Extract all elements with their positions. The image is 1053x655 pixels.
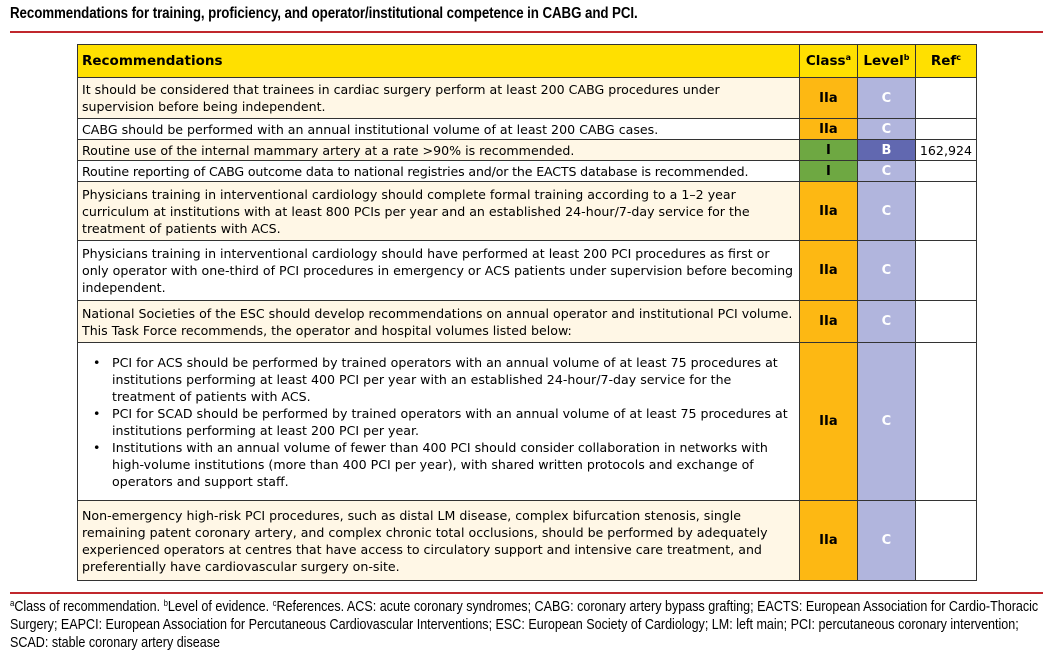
class-cell: IIa	[799, 241, 857, 301]
bullet-icon: •	[93, 439, 101, 455]
bullet-text: PCI for ACS should be performed by trained operators with an annual volume of at least 75 procedures at institutions performing at least 400 PCI per year with an established 24-hour/7-day service for the treatment of patients with ACS.	[112, 354, 778, 404]
level-cell: C	[857, 119, 915, 140]
level-cell: C	[857, 241, 915, 301]
bullet-list	[82, 354, 795, 490]
ref-cell	[915, 241, 976, 301]
class-cell: I	[799, 140, 857, 161]
bullet-icon: •	[93, 405, 101, 421]
class-cell: IIa	[799, 343, 857, 501]
recommendation-text: Non-emergency high-risk PCI procedures, such as distal LM disease, complex bifurcation stenosis, single remaining patent coronary artery, and complex chronic total occlusions, should be performed by adequately experienced operators at centres that have access to circulatory support and intensive care treatment, and preferentially have cardiovascular surgery on-site.	[78, 501, 800, 581]
footnote-b: Level of evidence.	[167, 599, 273, 615]
ref-cell	[915, 119, 976, 140]
table-title: Recommendations for training, proficiency, and operator/institutional competence in CABG and PCI.	[10, 5, 638, 22]
header-level-sup: b	[903, 52, 910, 62]
recommendation-text: Physicians training in interventional cardiology should complete formal training according to a 1–2 year curriculum at institutions with at least 800 PCIs per year and an established 24-hour/7-day service for the treatment of patients with ACS.	[78, 182, 800, 241]
level-cell: C	[857, 301, 915, 343]
table-row	[78, 119, 977, 140]
footnote	[10, 598, 1039, 652]
header-class	[799, 45, 857, 78]
table-header-row	[78, 45, 977, 78]
ref-cell	[915, 501, 976, 581]
bullet-item	[82, 354, 795, 405]
table-row	[78, 501, 977, 581]
table-row	[78, 301, 977, 343]
table-row	[78, 241, 977, 301]
title-rule-divider	[10, 31, 1043, 33]
table-row	[78, 140, 977, 161]
bullet-text: PCI for SCAD should be performed by trained operators with an annual volume of at least 75 procedures at institutions performing at least 200 PCI per year.	[112, 405, 788, 438]
ref-cell	[915, 78, 976, 119]
header-class-label: Class	[805, 52, 846, 69]
ref-cell	[915, 301, 976, 343]
footnote-text	[10, 598, 1042, 652]
footnote-b-sup: b	[163, 598, 168, 608]
recommendation-text: CABG should be performed with an annual institutional volume of at least 200 CABG cases.	[78, 119, 800, 140]
table-row	[78, 161, 977, 182]
table-row	[78, 182, 977, 241]
class-cell: IIa	[799, 182, 857, 241]
ref-cell	[915, 161, 976, 182]
level-cell: C	[857, 501, 915, 581]
bullet-item	[82, 439, 795, 490]
header-level-label: Level	[863, 52, 904, 69]
recommendation-text: Routine reporting of CABG outcome data to national registries and/or the EACTS database is recommended.	[78, 161, 800, 182]
level-cell: C	[857, 161, 915, 182]
footnote-a-sup: a	[10, 598, 15, 608]
ref-cell	[915, 182, 976, 241]
footnote-rule-divider	[10, 592, 1043, 594]
level-cell: C	[857, 343, 915, 501]
bullet-text: Institutions with an annual volume of fewer than 400 PCI should consider collaboration in networks with high-volume institutions (more than 400 PCI per year), with shared written protocols and exchange of operators and support staff.	[112, 439, 768, 489]
level-cell: B	[857, 140, 915, 161]
class-cell: IIa	[799, 301, 857, 343]
recommendation-text: Physicians training in interventional cardiology should have performed at least 200 PCI procedures as first or only operator with one-third of PCI procedures in emergency or ACS patients under supervision before becoming independent.	[78, 241, 800, 301]
bullet-icon: •	[93, 354, 101, 370]
level-cell: C	[857, 78, 915, 119]
header-recommendations: Recommendations	[78, 45, 800, 78]
header-level	[857, 45, 915, 78]
recommendation-text: Routine use of the internal mammary artery at a rate >90% is recommended.	[78, 140, 800, 161]
header-ref	[915, 45, 976, 78]
recommendation-text: National Societies of the ESC should develop recommendations on annual operator and institutional PCI volume. This Task Force recommends, the operator and hospital volumes listed below:	[78, 301, 800, 343]
ref-cell: 162,924	[915, 140, 976, 161]
recommendations-table	[77, 44, 977, 581]
class-cell: IIa	[799, 119, 857, 140]
table-row	[78, 78, 977, 119]
recommendation-bullets	[78, 343, 800, 501]
class-cell: IIa	[799, 501, 857, 581]
class-cell: IIa	[799, 78, 857, 119]
recommendation-text: It should be considered that trainees in cardiac surgery perform at least 200 CABG procedures under supervision before being independent.	[78, 78, 800, 119]
footnote-c: References. ACS: acute coronary syndromes; CABG: coronary artery bypass grafting; EACTS: European Association for Cardio-Thoracic Surgery; EAPCI: European Association for Percutaneous Cardiovascular Interventions; ESC: European Society of Cardiology; LM: left main; PCI: percutaneous coronary intervention; SCAD: stable coronary artery disease	[10, 599, 1039, 651]
bullet-item	[82, 405, 795, 439]
level-cell: C	[857, 182, 915, 241]
header-ref-label: Ref	[930, 52, 957, 69]
table-row	[78, 343, 977, 501]
header-ref-sup: c	[956, 52, 962, 62]
footnote-a: Class of recommendation.	[14, 599, 164, 615]
ref-cell	[915, 343, 976, 501]
footnote-c-sup: c	[272, 598, 277, 608]
class-cell: I	[799, 161, 857, 182]
header-class-sup: a	[845, 52, 851, 62]
